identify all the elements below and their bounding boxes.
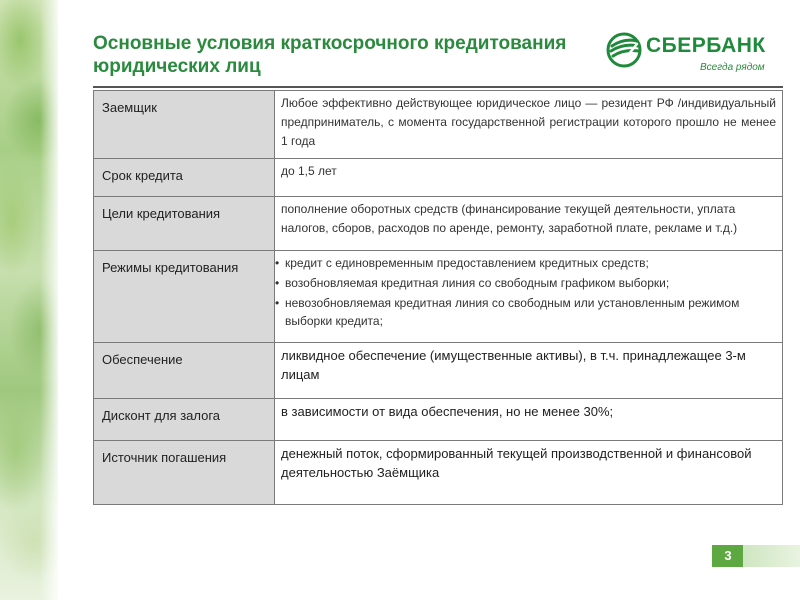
row-value: Любое эффективно действующее юридическое лицо — резидент РФ /индивидуальный предприниматель, с момента государственной регистрации которого прошло не менее 1 года [275,91,783,159]
sberbank-logo-icon [606,32,642,68]
row-label: Цели кредитования [94,197,275,251]
logo-tagline: Всегда рядом [700,62,765,73]
list-item: • возобновляемая кредитная линия со свободным графиком выборки; [277,274,776,292]
row-value [275,251,783,343]
decorative-leaf-strip [0,0,58,600]
row-value: денежный поток, сформированный текущей производственной и финансовой деятельностью Заёмщика [275,441,783,505]
table-row [94,159,783,197]
row-label: Обеспечение [94,343,275,399]
row-value: в зависимости от вида обеспечения, но не менее 30%; [275,399,783,441]
title-line-1: Основные условия краткосрочного кредитования [93,33,567,54]
row-value: до 1,5 лет [275,159,783,197]
row-label: Режимы кредитования [94,251,275,343]
row-label: Дисконт для залога [94,399,275,441]
table-row [94,441,783,505]
table-row [94,251,783,343]
credit-modes-list [277,254,776,330]
page-number: 3 [712,545,744,567]
table-row [94,343,783,399]
list-item: • кредит с единовременным предоставлением кредитных средств; [277,254,776,272]
list-item: • невозобновляемая кредитная линия со свободным или установленным режимом выборки кредита; [277,294,776,330]
footer-decoration [743,545,800,567]
logo-wordmark: СБЕРБАНК [646,34,766,57]
table-row [94,399,783,441]
row-value: ликвидное обеспечение (имущественные активы), в т.ч. принадлежащее 3-м лицам [275,343,783,399]
table-row [94,91,783,159]
title-divider [93,86,783,88]
table-row [94,197,783,251]
title-line-2: юридических лиц [93,56,261,77]
sberbank-logo [606,30,776,80]
page-title [93,32,603,78]
row-value: пополнение оборотных средств (финансирование текущей деятельности, уплата налогов, сборов, расходов по аренде, ремонту, заработной плате, рекламе и т.д.) [275,197,783,251]
row-label: Заемщик [94,91,275,159]
row-label: Срок кредита [94,159,275,197]
credit-conditions-table [93,90,783,505]
row-label: Источник погашения [94,441,275,505]
